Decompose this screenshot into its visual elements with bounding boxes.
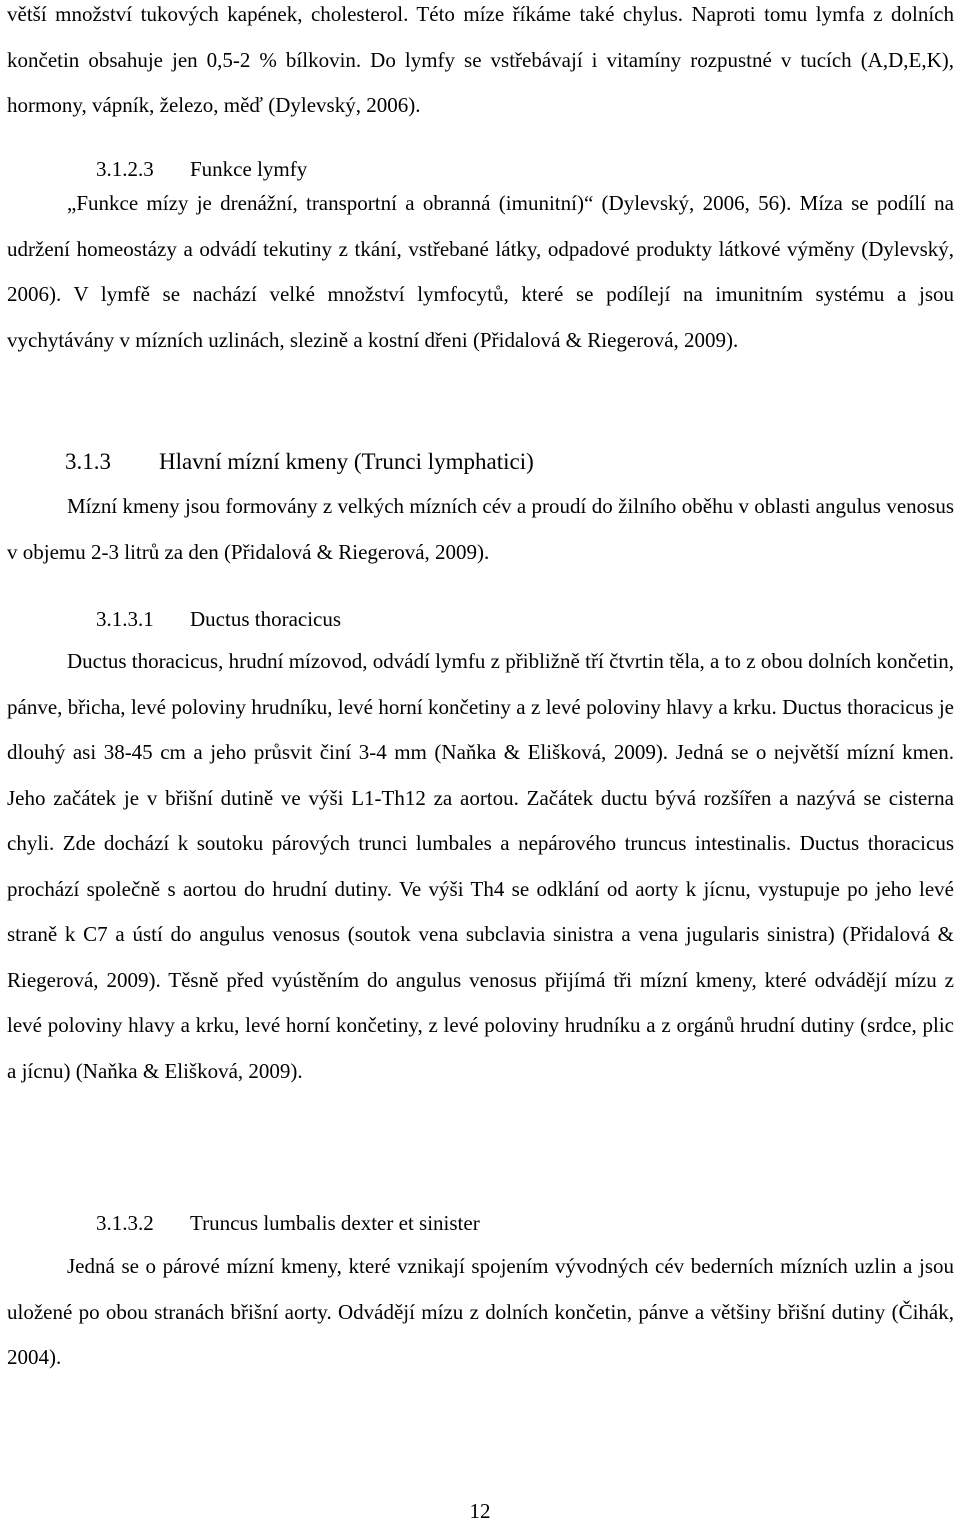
- section-heading-ductus-thoracicus: [96, 604, 341, 634]
- section-heading-hlavni-mizni-kmeny: [65, 447, 534, 477]
- paragraph-mizni-kmeny: Mízní kmeny jsou formovány z velkých mízních cév a proudí do žilního oběhu v oblasti angulus venosus v objemu 2-3 litrů za den (Přidalová & Riegerová, 2009).: [7, 494, 954, 564]
- paragraph-truncus-lumbalis: Jedná se o párové mízní kmeny, které vznikají spojením vývodných cév bederních mízních uzlin a jsou uložené po obou stranách břišní aorty. Odvádějí mízu z dolních končetin, pánve a většiny břišní dutiny (Čihák, 2004).: [7, 1254, 954, 1369]
- section-title: Funkce lymfy: [190, 157, 308, 181]
- section-number: 3.1.2.3: [96, 157, 154, 181]
- paragraph-ductus-thoracicus: Ductus thoracicus, hrudní mízovod, odvádí lymfu z přibližně tří čtvrtin těla, a to z obou dolních končetin, pánve, břicha, levé poloviny hrudníku, levé horní končetiny a z levé poloviny hlavy a krku. Ductus thoracicus je dlouhý asi 38-45 cm a jeho průsvit činí 3-4 mm (Naňka & Elišková, 2009). Jedná se o největší mízní kmen. Jeho začátek je v břišní dutině ve výši L1-Th12 za aortou. Začátek ductu bývá rozšířen a nazývá se cisterna chyli. Zde dochází k soutoku párových trunci lumbales a nepárového truncus intestinalis. Ductus thoracicus prochází společně s aortou do hrudní dutiny. Ve výši Th4 se odklání od aorty k jícnu, vystupuje po jeho levé straně k C7 a ústí do angulus venosus (soutok vena subclavia sinistra a vena jugularis sinistra) (Přidalová & Riegerová, 2009). Těsně před vyústěním do angulus venosus přijímá tři mízní kmeny, které odvádějí mízu z levé poloviny hlavy a krku, levé horní končetiny, z levé poloviny hrudníku a z orgánů hrudní dutiny (srdce, plic a jícnu) (Naňka & Elišková, 2009).: [7, 649, 954, 1083]
- section-heading-truncus-lumbalis: [96, 1208, 480, 1238]
- page-number: 12: [469, 1499, 491, 1523]
- section-title: Truncus lumbalis dexter et sinister: [190, 1211, 480, 1235]
- section-heading-funkce-lymfy: [96, 154, 307, 184]
- paragraph-funkce-lymfy: „Funkce mízy je drenážní, transportní a obranná (imunitní)“ (Dylevský, 2006, 56). Míza se podílí na udržení homeostázy a odvádí tekutiny z tkání, vstřebané látky, odpadové produkty látkové výměny (Dylevský, 2006). V lymfě se nachází velké množství lymfocytů, které se podílejí na imunitním systému a jsou vychytávány v mízních uzlinách, slezině a kostní dřeni (Přidalová & Riegerová, 2009).: [7, 191, 954, 352]
- section-title: Ductus thoracicus: [190, 607, 342, 631]
- section-number: 3.1.3.1: [96, 607, 154, 631]
- section-title: Hlavní mízní kmeny (Trunci lymphatici): [159, 449, 534, 474]
- paragraph-chylus: větší množství tukových kapének, cholesterol. Této míze říkáme také chylus. Naproti tomu lymfa z dolních končetin obsahuje jen 0,5-2 % bílkovin. Do lymfy se vstřebávají i vitamíny rozpustné v tucích (A,D,E,K), hormony, vápník, železo, měď (Dylevský, 2006).: [7, 2, 954, 117]
- section-number: 3.1.3: [65, 449, 111, 474]
- section-number: 3.1.3.2: [96, 1211, 154, 1235]
